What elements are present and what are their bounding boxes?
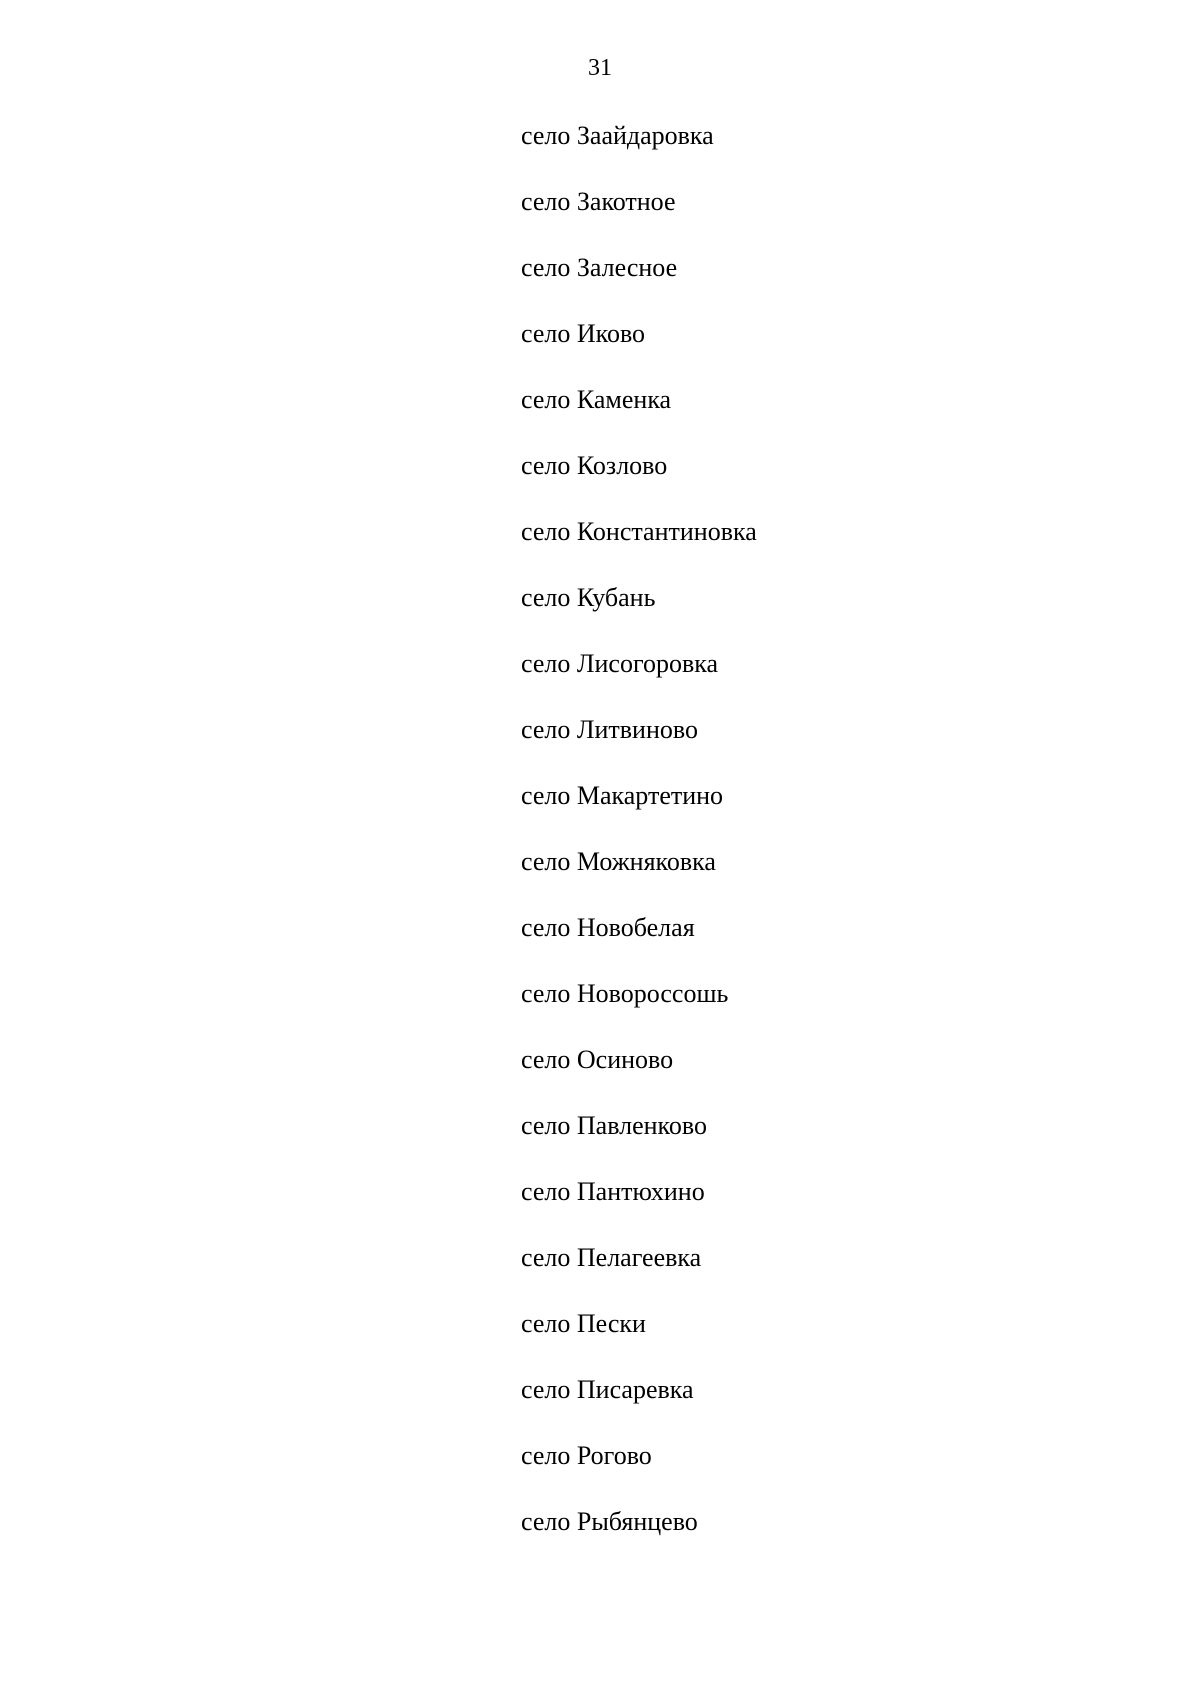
list-item: село Осиново [521, 1045, 674, 1074]
list-item: село Козлово [521, 451, 668, 480]
list-item: село Кубань [521, 583, 656, 612]
list-item: село Пантюхино [521, 1177, 705, 1206]
list-item: село Константиновка [521, 517, 757, 546]
list-item: село Закотное [521, 187, 676, 216]
list-item: село Лисогоровка [521, 649, 719, 678]
list-item: село Пелагеевка [521, 1243, 702, 1272]
list-item: село Иково [521, 319, 646, 348]
list-item: село Рыбянцево [521, 1507, 698, 1536]
list-item: село Писаревка [521, 1375, 694, 1404]
village-list [521, 120, 757, 1572]
list-item: село Литвиново [521, 715, 698, 744]
list-item: село Новороссошь [521, 979, 729, 1008]
list-item: село Пески [521, 1309, 646, 1338]
list-item: село Каменка [521, 385, 672, 414]
list-item: село Макартетино [521, 781, 724, 810]
list-item: село Можняковка [521, 847, 716, 876]
list-item: село Заайдаровка [521, 121, 714, 150]
list-item: село Рогово [521, 1441, 652, 1470]
page-number: 31 [588, 55, 612, 81]
list-item: село Новобелая [521, 913, 695, 942]
list-item: село Павленково [521, 1111, 707, 1140]
list-item: село Залесное [521, 253, 678, 282]
